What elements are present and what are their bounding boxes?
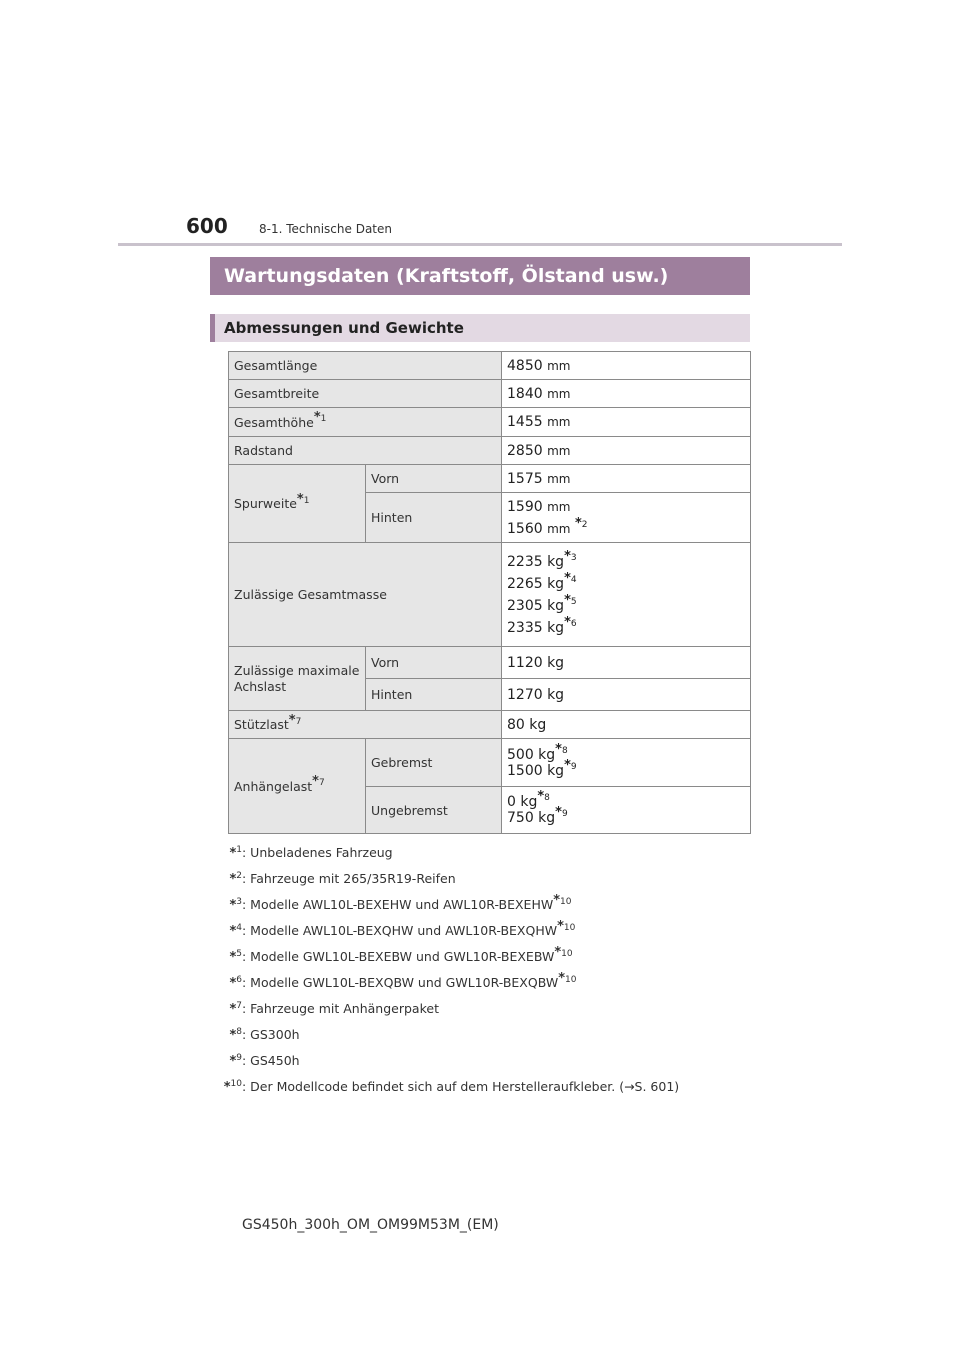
table-row	[229, 647, 751, 679]
footnote-3: *$^3$: Modelle AWL10L-BEXEHW und AWL10R-BEXEHW$^{*10}$	[229, 892, 572, 913]
chapter-banner: Wartungsdaten (Kraftstoff, Ölstand usw.)	[210, 257, 750, 295]
row-label: Stützlast$^{*7}$	[229, 711, 502, 739]
row-value: 0 $kg^{*8}$ 750 $kg^{*9}$	[502, 787, 751, 834]
row-value: 1120 kg	[502, 647, 751, 679]
footnote-1: *$^1$: Unbeladenes Fahrzeug	[229, 844, 393, 861]
table-row	[229, 352, 751, 380]
footnote-8: *$^8$: GS300h	[229, 1026, 300, 1043]
header-divider	[118, 243, 842, 246]
table-row	[229, 408, 751, 437]
table-row	[229, 711, 751, 739]
sub-label: Vorn	[366, 647, 502, 679]
row-value: 2235 $kg^{*3}$ 2265 $kg^{*4}$ 2305 $kg^{*5}$ 2335 $kg^{*6}$	[502, 543, 751, 647]
footnote-4: *$^4$: Modelle AWL10L-BEXQHW und AWL10R-BEXQHW$^{*10}$	[229, 918, 576, 939]
footnote-10: *$^{10}$: Der Modellcode befindet sich auf dem Herstelleraufkleber. (→S. 601)	[223, 1078, 680, 1095]
row-value: 1270 kg	[502, 679, 751, 711]
row-value: 80 kg	[502, 711, 751, 739]
table-row	[229, 380, 751, 408]
footnotes	[212, 840, 772, 1100]
manual-code-footer: GS450h_300h_OM_OM99M53M_(EM)	[242, 1217, 499, 1233]
footnote-9: *$^9$: GS450h	[229, 1052, 300, 1069]
sub-label: Hinten	[366, 679, 502, 711]
table-row	[229, 543, 751, 647]
table-row	[229, 465, 751, 493]
row-label: Zulässige Gesamtmasse	[229, 543, 502, 647]
row-value: 4850 mm	[502, 352, 751, 380]
row-value: 1455 mm	[502, 408, 751, 437]
specs-table	[228, 351, 751, 834]
row-label: Spurweite$^{*1}$	[229, 465, 366, 543]
row-label: Gesamtbreite	[229, 380, 502, 408]
page-number: 600	[186, 214, 228, 238]
row-value: 2850 mm	[502, 437, 751, 465]
section-title: 8-1. Technische Daten	[259, 222, 392, 236]
table-row	[229, 437, 751, 465]
row-label: Zulässige maximale Achslast	[229, 647, 366, 711]
row-label: Gesamtlänge	[229, 352, 502, 380]
sub-label: Vorn	[366, 465, 502, 493]
footnote-7: *$^7$: Fahrzeuge mit Anhängerpaket	[229, 1000, 439, 1017]
row-value: 1840 mm	[502, 380, 751, 408]
footnote-6: *$^6$: Modelle GWL10L-BEXQBW und GWL10R-BEXQBW$^{*10}$	[229, 970, 577, 991]
row-value: 500 $kg^{*8}$ 1500 $kg^{*9}$	[502, 739, 751, 787]
sub-label: Gebremst	[366, 739, 502, 787]
section-subheading: Abmessungen und Gewichte	[210, 314, 750, 342]
row-value: 1590 mm 1560 mm $^{*2}$	[502, 493, 751, 543]
row-label: Gesamthöhe$^{*1}$	[229, 408, 502, 437]
table-row	[229, 739, 751, 787]
sub-label: Hinten	[366, 493, 502, 543]
row-label: Radstand	[229, 437, 502, 465]
row-label: Anhängelast$^{*7}$	[229, 739, 366, 834]
footnote-5: *$^5$: Modelle GWL10L-BEXEBW und GWL10R-BEXEBW$^{*10}$	[229, 944, 573, 965]
footnote-2: *$^2$: Fahrzeuge mit 265/35R19-Reifen	[229, 870, 456, 887]
sub-label: Ungebremst	[366, 787, 502, 834]
row-value: 1575 mm	[502, 465, 751, 493]
